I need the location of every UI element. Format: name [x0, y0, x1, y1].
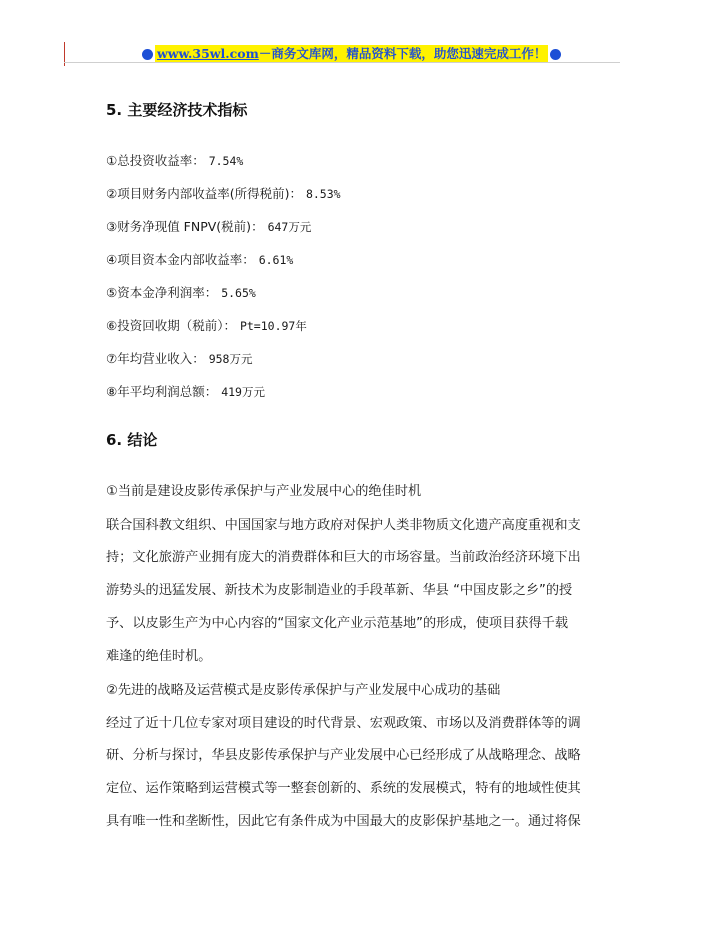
- indicator-value: 647万元: [267, 220, 312, 234]
- indicator-label: ①总投资收益率：: [106, 153, 205, 168]
- paragraph-line: 联合国科教文组织、中国国家与地方政府对保护人类非物质文化遗产高度重视和支: [106, 518, 581, 533]
- header-divider: [64, 62, 620, 63]
- indicator-label: ⑤资本金净利润率：: [106, 285, 218, 300]
- paragraph-subheading: ②先进的战略及运营模式是皮影传承保护与产业发展中心成功的基础: [106, 683, 501, 698]
- indicator-value: 5.65%: [221, 286, 256, 300]
- indicator-item: [106, 250, 293, 268]
- paragraph-line: 研、分析与探讨，华县皮影传承保护与产业发展中心已经形成了从战略理念、战略: [106, 748, 581, 763]
- paragraph-line: 定位、运作策略到运营模式等一整套创新的、系统的发展模式，特有的地域性使其: [106, 781, 581, 796]
- indicator-item: [106, 349, 252, 367]
- indicator-value: 6.61%: [258, 253, 294, 267]
- bullet-dot-icon: [142, 49, 153, 60]
- header-highlight: [155, 45, 548, 63]
- indicator-value: 7.54%: [208, 154, 244, 168]
- paragraph-subheading: ①当前是建设皮影传承保护与产业发展中心的绝佳时机: [106, 484, 422, 499]
- indicator-value: 958万元: [208, 352, 253, 366]
- indicator-item: [106, 382, 265, 400]
- paragraph-line: 持；文化旅游产业拥有庞大的消费群体和巨大的市场容量。当前政治经济环境下出: [106, 550, 581, 565]
- paragraph-line: 予、以皮影生产为中心内容的“国家文化产业示范基地”的形成，使项目获得千载: [106, 616, 569, 631]
- indicator-value: 419万元: [221, 385, 265, 399]
- indicator-item: [106, 217, 311, 235]
- indicator-label: ⑧年平均利润总额：: [106, 384, 218, 399]
- indicator-label: ⑥投资回收期（税前）：: [106, 318, 236, 333]
- header-banner: [140, 44, 563, 64]
- indicator-item: [106, 151, 243, 169]
- indicator-label: ⑦年均营业收入：: [106, 351, 205, 366]
- paragraph-line: 具有唯一性和垄断性，因此它有条件成为中国最大的皮影保护基地之一。通过将保: [106, 814, 581, 829]
- paragraph-line: 经过了近十几位专家对项目建设的时代背景、宏观政策、市场以及消费群体等的调: [106, 716, 581, 731]
- header-slogan: －商务文库网，精品资料下载，助您迅速完成工作！: [258, 46, 547, 61]
- bullet-dot-icon: [550, 49, 561, 60]
- section-6-heading: 6. 结论: [106, 431, 158, 449]
- indicator-item: [106, 184, 341, 202]
- indicator-value: Pt=10.97年: [239, 319, 307, 333]
- paragraph-line: 游势头的迅猛发展、新技术为皮影制造业的手段革新、华县 “中国皮影之乡”的授: [106, 583, 573, 598]
- indicator-item: [106, 283, 256, 301]
- paragraph-line: 难逢的绝佳时机。: [106, 649, 212, 664]
- indicator-item: [106, 316, 307, 334]
- section-5-heading: 5. 主要经济技术指标: [106, 101, 248, 119]
- indicator-value: 8.53%: [305, 187, 341, 201]
- header-site-link[interactable]: www.35wl.com: [157, 46, 259, 61]
- indicator-label: ②项目财务内部收益率(所得税前)：: [106, 186, 302, 201]
- indicator-label: ③财务净现值 FNPV(税前)：: [106, 219, 264, 234]
- indicator-label: ④项目资本金内部收益率：: [106, 252, 255, 267]
